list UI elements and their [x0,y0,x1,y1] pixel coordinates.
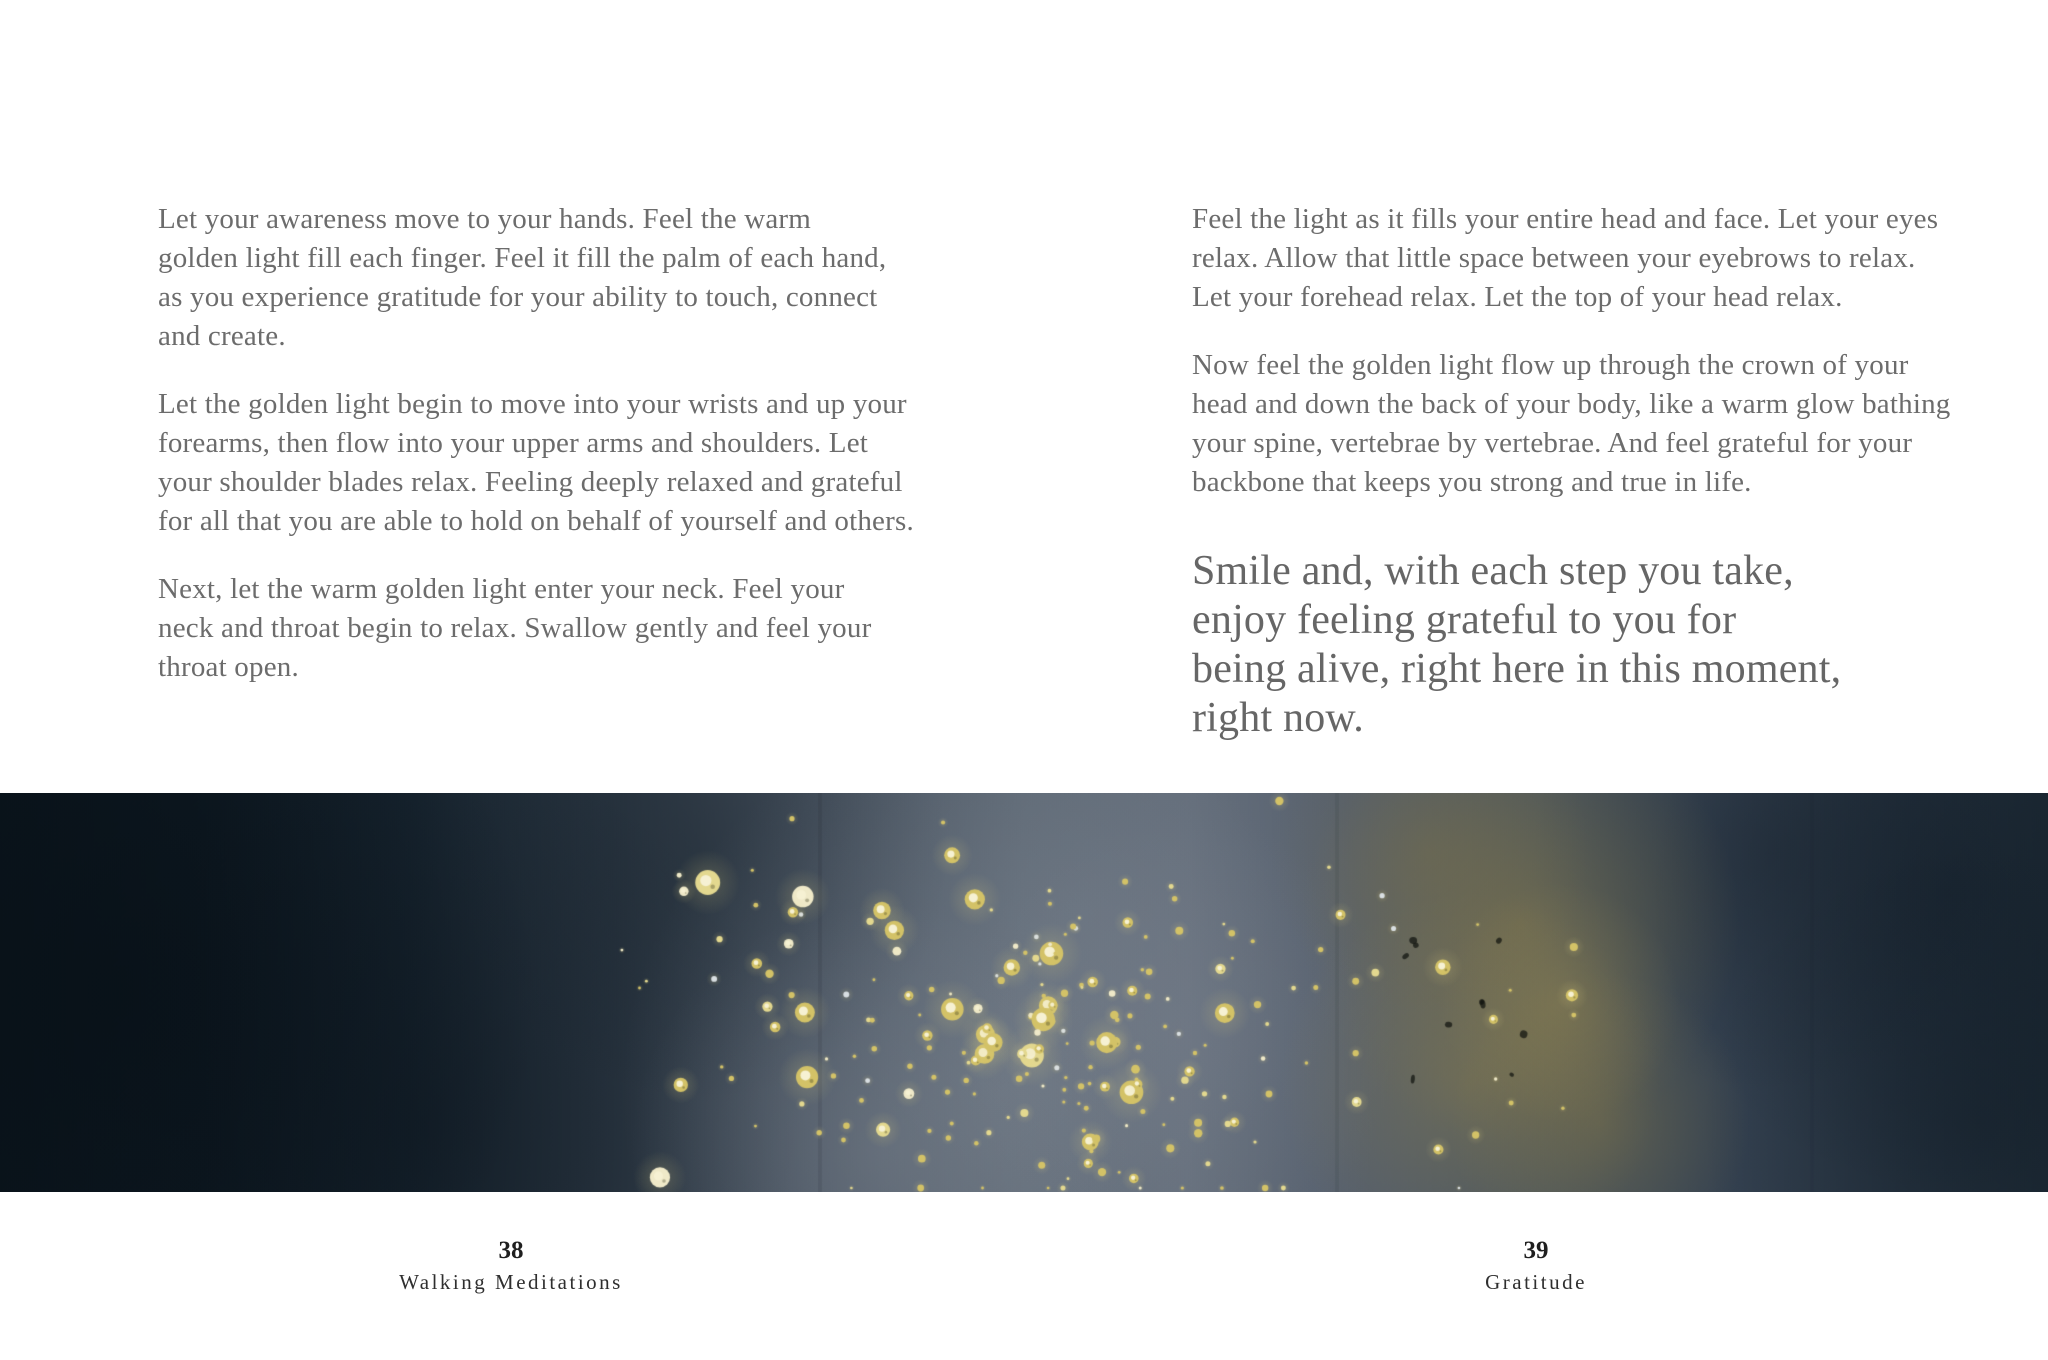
right-page-text-column [1192,200,1972,743]
paragraph [158,570,918,687]
page-number: 38 [498,1237,524,1264]
body-text-line: Let your awareness move to your hands. Feel the warm [158,203,812,235]
pull-quote-line: enjoy feeling grateful to you for [1192,597,1737,643]
paragraph [1192,200,1972,317]
right-page-folio [1326,1236,1746,1296]
page-number: 39 [1523,1237,1549,1264]
left-page-folio [301,1236,721,1296]
body-text-line: Feel the light as it fills your entire head and face. Let your eyes [1192,203,1939,235]
body-text-line: backbone that keeps you strong and true in life. [1192,466,1752,498]
body-text-line: throat open. [158,651,299,683]
body-text-line: relax. Allow that little space between your eyebrows to relax. [1192,242,1916,274]
paragraph [1192,346,1972,502]
body-text-line: your shoulder blades relax. Feeling deeply relaxed and grateful [158,466,903,498]
body-text-line: Let the golden light begin to move into your wrists and up your [158,388,907,420]
body-text-line: and create. [158,320,286,352]
body-text-line: for all that you are able to hold on behalf of yourself and others. [158,505,914,537]
body-text-line: Let your forehead relax. Let the top of your head relax. [1192,281,1843,313]
pull-quote-line: right now. [1192,695,1364,741]
left-page-text-column [158,200,918,716]
body-text-line: as you experience gratitude for your ability to touch, connect [158,281,878,313]
paragraph [158,200,918,356]
pull-quote [1192,547,1972,743]
artwork-canvas [0,793,2048,1192]
paragraph [158,385,918,541]
pull-quote-line: being alive, right here in this moment, [1192,646,1842,692]
body-text-line: Now feel the golden light flow up through the crown of your [1192,349,1909,381]
chapter-title: Walking Meditations [399,1270,623,1294]
glitter-watercolor-artwork [0,793,2048,1192]
body-text-line: Next, let the warm golden light enter your neck. Feel your [158,573,845,605]
pull-quote-line: Smile and, with each step you take, [1192,548,1794,594]
body-text-line: your spine, vertebrae by vertebrae. And feel grateful for your [1192,427,1913,459]
section-title: Gratitude [1485,1270,1587,1294]
body-text-line: head and down the back of your body, like a warm glow bathing [1192,388,1951,420]
body-text-line: golden light fill each finger. Feel it fill the palm of each hand, [158,242,887,274]
body-text-line: forearms, then flow into your upper arms and shoulders. Let [158,427,869,459]
body-text-line: neck and throat begin to relax. Swallow gently and feel your [158,612,872,644]
